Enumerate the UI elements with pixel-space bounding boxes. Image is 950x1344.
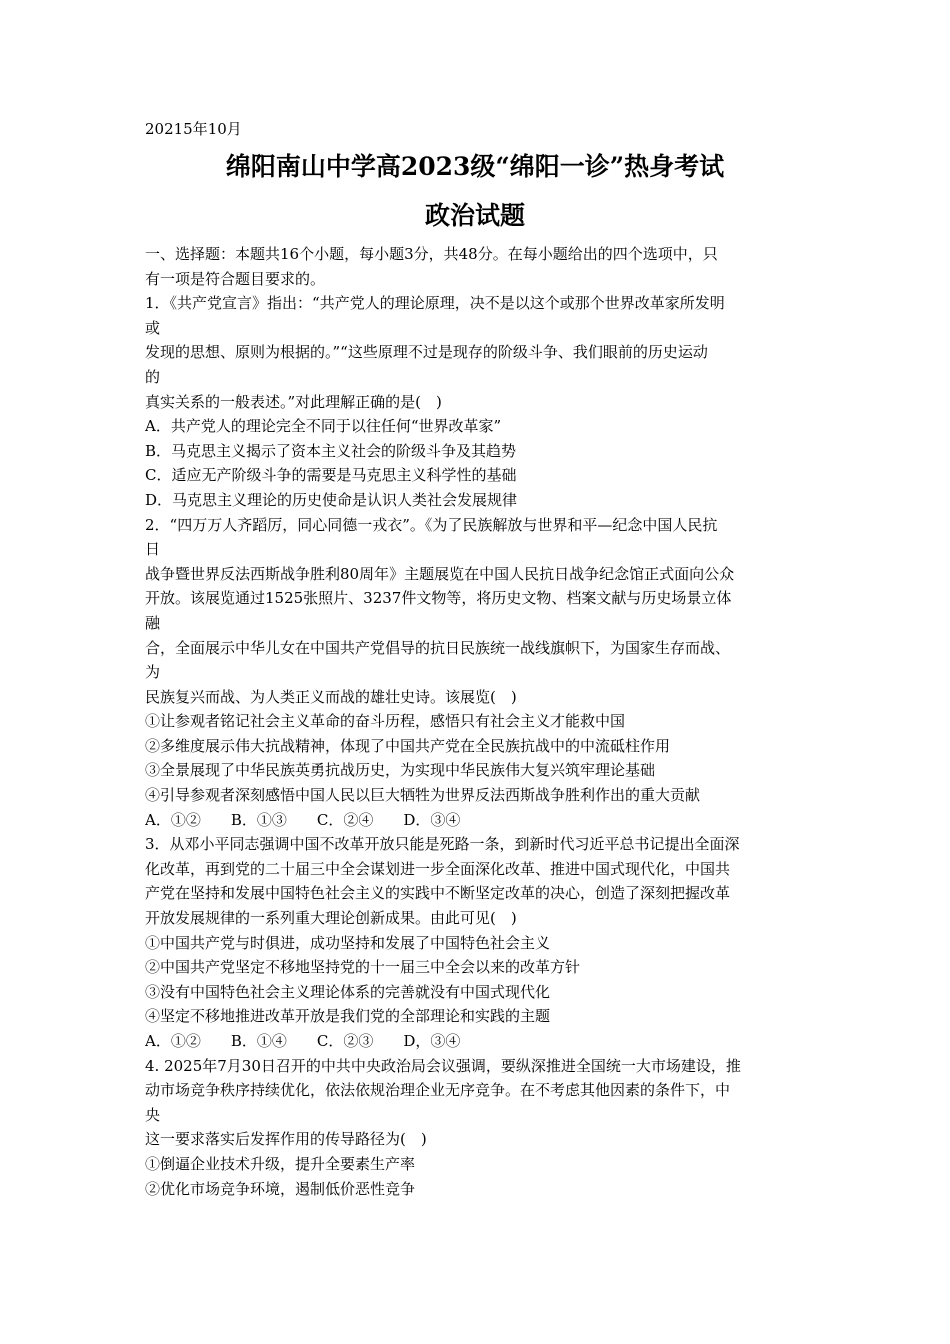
- text-line: 开放发展规律的一系列重大理论创新成果。由此可见( ): [145, 909, 517, 928]
- exam-date: 20215年10月: [145, 120, 242, 138]
- text-line: ③全景展现了中华民族英勇抗战历史，为实现中华民族伟大复兴筑牢理论基础: [145, 761, 656, 780]
- text-line: ①让参观者铭记社会主义革命的奋斗历程，感悟只有社会主义才能救中国: [145, 712, 626, 731]
- text-line: 发现的思想、原则为根据的。”“这些原理不过是现存的阶级斗争、我们眼前的历史运动: [145, 343, 708, 362]
- text-line: D．马克思主义理论的历史使命是认识人类社会发展规律: [145, 490, 518, 509]
- text-line: 有一项是符合题目要求的。: [145, 269, 326, 288]
- text-line: ①中国共产党与时俱进，成功坚持和发展了中国特色社会主义: [145, 933, 551, 952]
- text-line: 为: [145, 663, 161, 682]
- text-line: ②中国共产党坚定不移地坚持党的十一届三中全会以来的改革方针: [145, 958, 581, 977]
- text-line: ①倒逼企业技术升级，提升全要素生产率: [145, 1154, 416, 1173]
- text-line: 日: [145, 540, 161, 559]
- text-line: 1．《共产党宣言》指出：“共产党人的理论原理，决不是以这个或那个世界改革家所发明: [145, 294, 725, 313]
- text-line: 3．从邓小平同志强调中国不改革开放只能是死路一条，到新时代习近平总书记提出全面深: [145, 835, 740, 854]
- text-line: 动市场竞争秩序持续优化，依法依规治理企业无序竞争。在不考虑其他因素的条件下，中: [145, 1081, 731, 1100]
- exam-subject: 政治试题: [424, 201, 525, 230]
- text-line: 合，全面展示中华儿女在中国共产党倡导的抗日民族统一战线旗帜下，为国家生存而战、: [145, 638, 731, 657]
- text-line: ②优化市场竞争环境，遏制低价恶性竞争: [145, 1179, 416, 1198]
- text-line: 央: [145, 1105, 161, 1124]
- exam-title: 绵阳南山中学高2023级“绵阳一诊”热身考试: [225, 152, 725, 181]
- text-line: 一、选择题：本题共16个小题，每小题3分，共48分。在每小题给出的四个选项中，只: [145, 245, 718, 263]
- text-line: A．①② B．①③ C．②④ D．③④: [145, 810, 461, 829]
- text-line: 战争暨世界反法西斯战争胜利80周年》主题展览在中国人民抗日战争纪念馆正式面向公众: [145, 564, 735, 583]
- text-line: C．适应无产阶级斗争的需要是马克思主义科学性的基础: [145, 466, 517, 485]
- text-line: 2．“四万万人齐蹈厉，同心同德一戎衣”。《为了民族解放与世界和平—纪念中国人民抗: [145, 515, 718, 534]
- text-line: 这一要求落实后发挥作用的传导路径为( ): [145, 1130, 427, 1149]
- text-line: ②多维度展示伟大抗战精神，体现了中国共产党在全民族抗战中的中流砥柱作用: [145, 736, 671, 755]
- text-line: 融: [145, 613, 161, 632]
- text-line: 4. 2025年7月30日召开的中共中央政治局会议强调，要纵深推进全国统一大市场建设，推: [145, 1056, 741, 1075]
- text-line: 或: [145, 318, 161, 337]
- text-line: 产党在坚持和发展中国特色社会主义的实践中不断坚定改革的决心，创造了深刻把握改革: [145, 884, 731, 903]
- text-line: 开放。该展览通过1525张照片、3237件文物等，将历史文物、档案文献与历史场景立体: [145, 589, 732, 608]
- text-line: ③没有中国特色社会主义理论体系的完善就没有中国式现代化: [145, 982, 551, 1001]
- text-line: 真实关系的一般表述。”对此理解正确的是( ): [145, 392, 442, 411]
- text-line: ④引导参观者深刻感悟中国人民以巨大牺牲为世界反法西斯战争胜利作出的重大贡献: [145, 786, 701, 805]
- text-line: 民族复兴而战、为人类正义而战的雄壮史诗。该展览( ): [145, 687, 517, 706]
- text-line: 化改革，再到党的二十届三中全会谋划进一步全面深化改革、推进中国式现代化，中国共: [145, 859, 731, 878]
- text-line: 的: [145, 367, 161, 386]
- text-line: A．①② B．①④ C．②③ D，③④: [145, 1032, 461, 1050]
- text-line: A．共产党人的理论完全不同于以往任何“世界改革家”: [145, 417, 502, 436]
- text-line: B．马克思主义揭示了资本主义社会的阶级斗争及其趋势: [145, 441, 517, 460]
- text-line: ④坚定不移地推进改革开放是我们党的全部理论和实践的主题: [145, 1007, 551, 1026]
- question-body: [145, 242, 810, 1201]
